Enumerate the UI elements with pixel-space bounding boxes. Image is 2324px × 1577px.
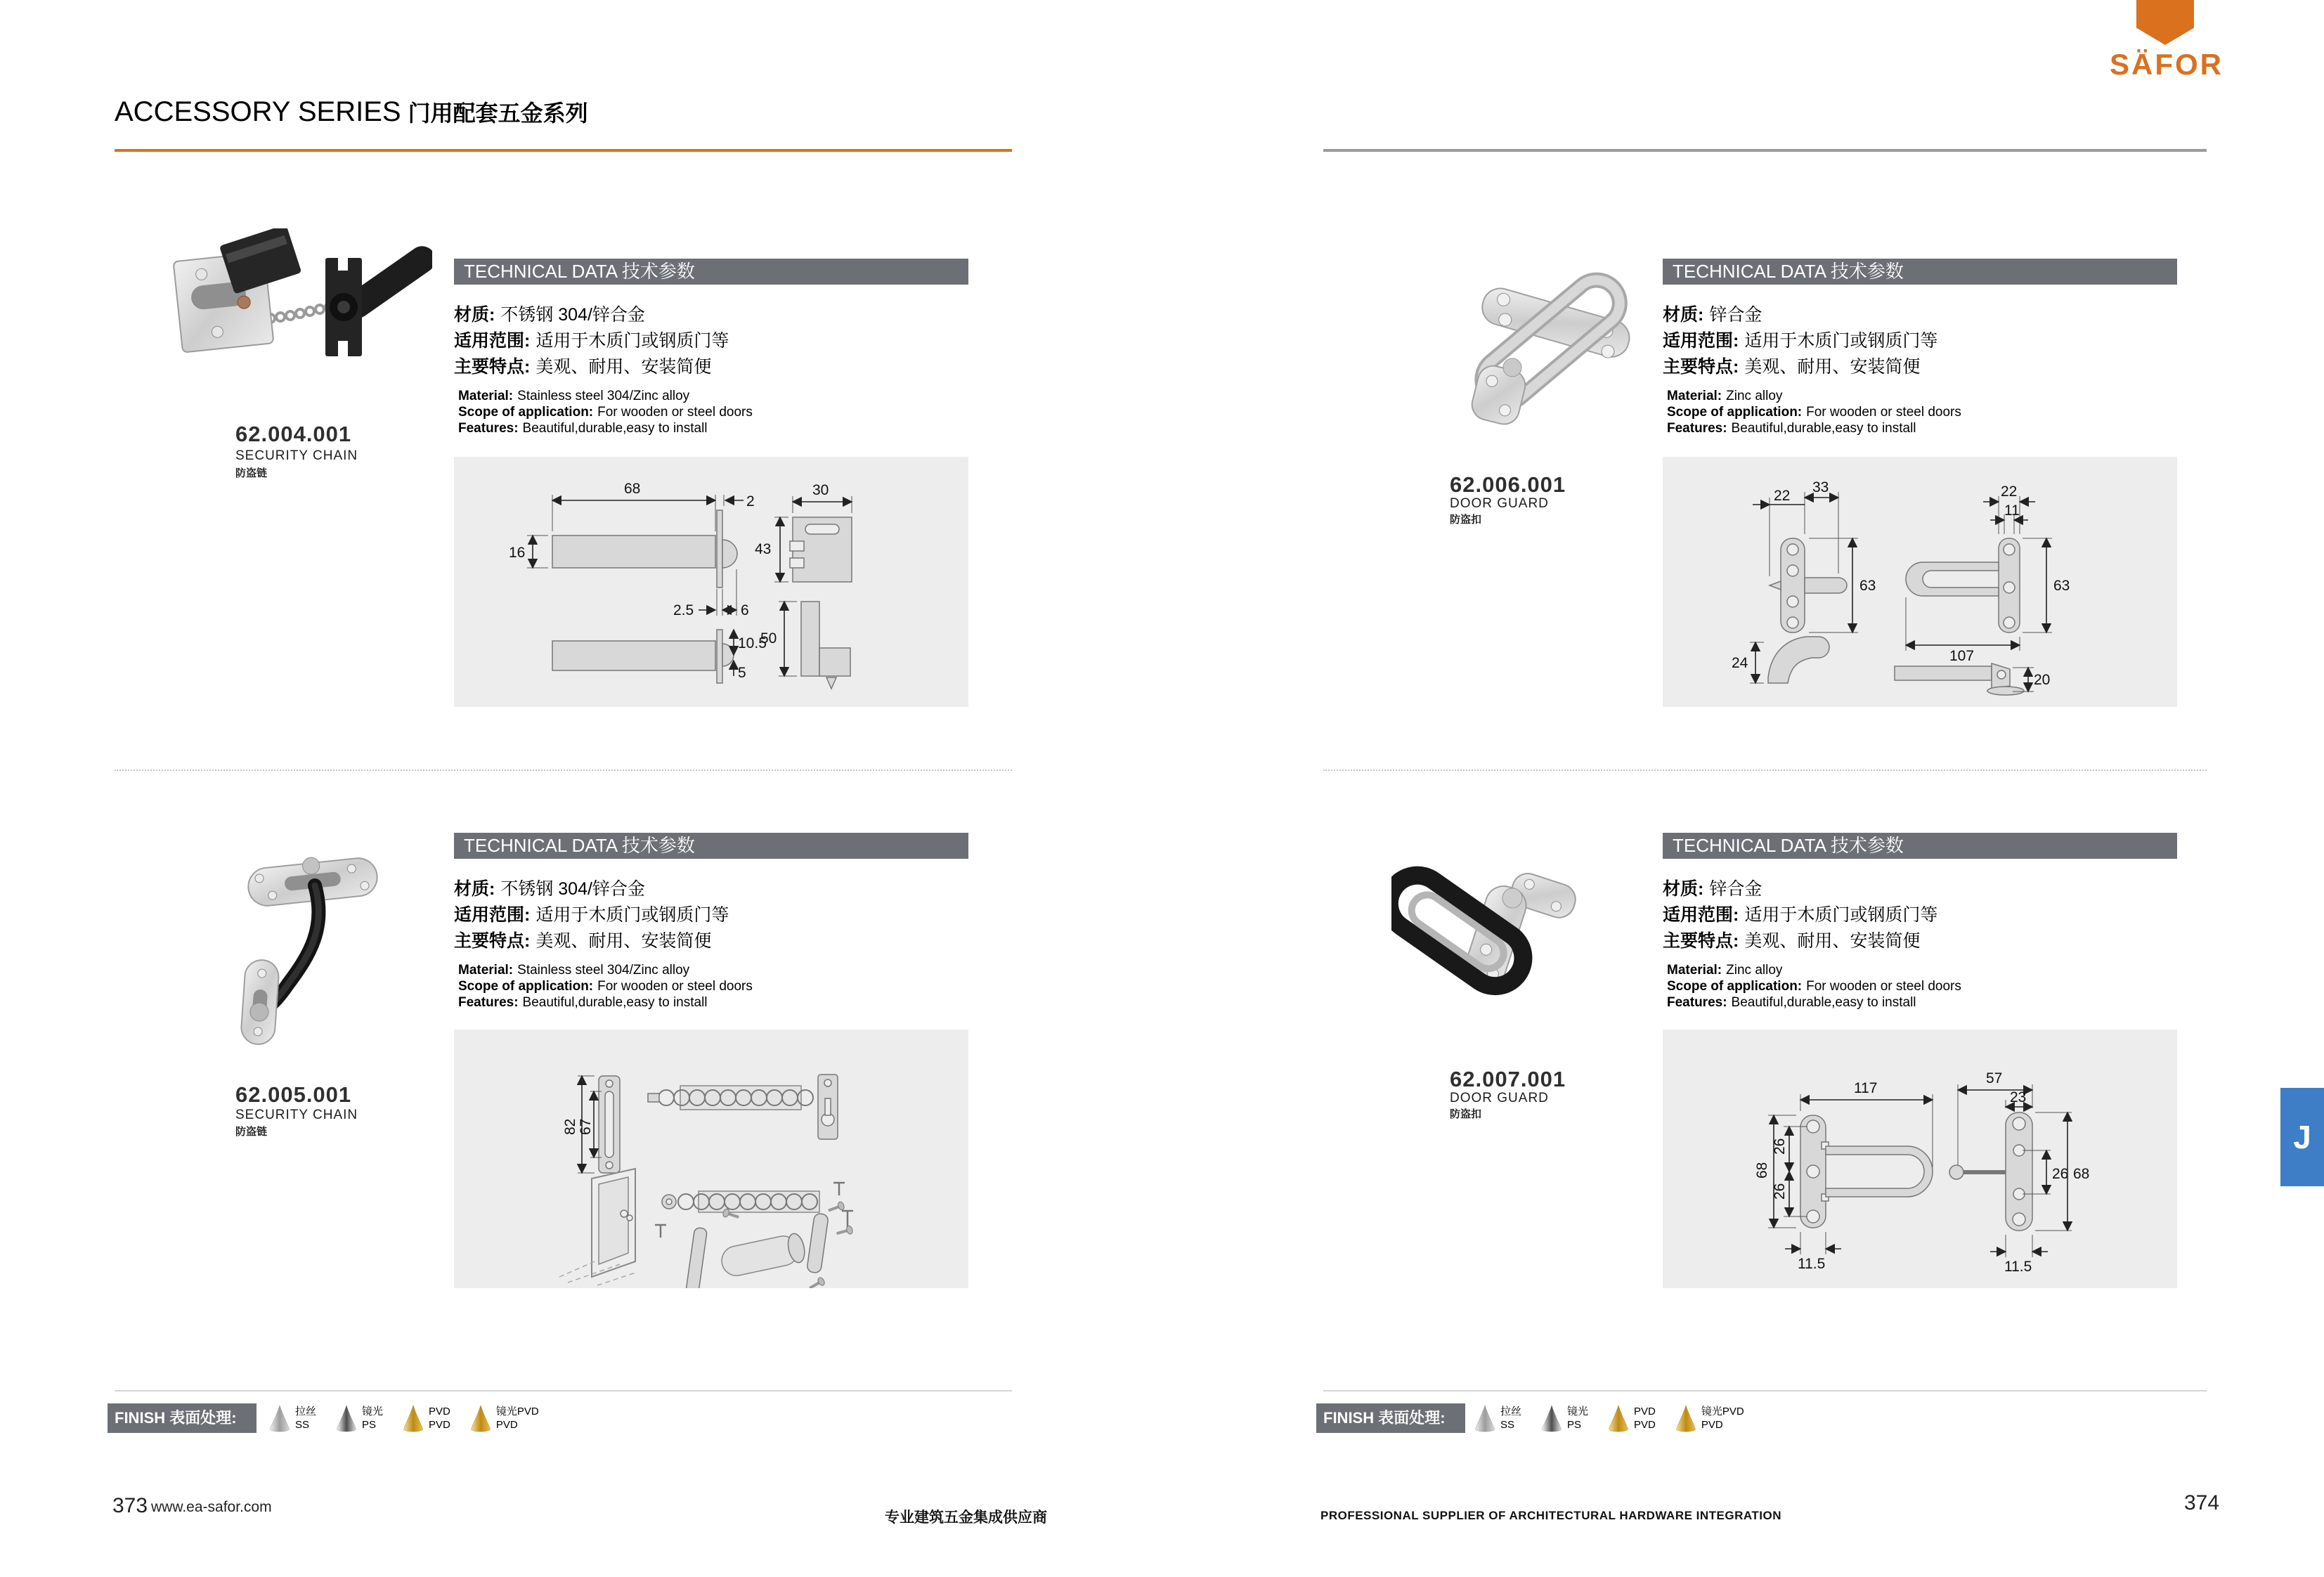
specs-zh [454,302,974,380]
specs-en [458,388,978,436]
spec-line: 材质: 不锈钢 304/锌合金 [454,305,645,325]
spec-line: 材质: 锌合金 [1663,305,1763,325]
section-index-tab: J [2280,1088,2324,1186]
finish-option: PVD PVD [403,1402,450,1434]
svg-text:6: 6 [741,602,749,618]
page-title [115,96,588,128]
finish-cone-gold-icon [1675,1402,1696,1434]
svg-text:11: 11 [2004,502,2020,519]
spec-line: Features: Beautiful,durable,easy to install [1667,995,1916,1010]
header-rule-right [1323,149,2207,152]
page-title-zh: 门用配套五金系列 [408,100,588,126]
website-url: www.ea-safor.com [151,1499,272,1515]
tech-data-header: TECHNICAL DATA 技术参数 [1663,259,2177,285]
svg-text:82: 82 [562,1118,578,1135]
section-divider [1323,770,2207,771]
brand-logo: SÄFOR [2110,48,2224,81]
spec-line: Scope of application: For wooden or steel doors [458,979,753,994]
svg-text:26: 26 [1772,1183,1788,1200]
svg-text:11.5: 11.5 [2004,1259,2032,1275]
product-name-zh: 防盗扣 [1450,1108,1482,1120]
product-code: 62.006.001 [1450,472,1566,497]
spec-line: 主要特点: 美观、耐用、安装简便 [454,931,712,951]
brand-pentagon-icon [2136,0,2194,45]
spec-line: 主要特点: 美观、耐用、安装简便 [454,357,712,377]
svg-text:107: 107 [1949,648,1975,664]
spec-line: Scope of application: For wooden or steel doors [458,405,753,420]
finish-cone-chrome-icon [336,1402,357,1434]
specs-zh [1663,302,2183,380]
technical-drawing-62-004-001 [454,457,968,707]
finish-option: PVD PVD [1608,1402,1656,1434]
finish-cone-gold-icon [1608,1402,1629,1434]
technical-drawing-62-006-001 [1663,457,2177,707]
section-divider [115,770,1012,771]
product-name-en: DOOR GUARD [1450,1091,1549,1105]
tech-data-header: TECHNICAL DATA 技术参数 [1663,833,2177,859]
svg-text:26: 26 [2052,1166,2069,1182]
spec-line: Material: Zinc alloy [1667,963,1783,978]
product-photo-security-chain-2 [218,843,408,1061]
svg-text:26: 26 [1772,1138,1788,1155]
finish-title-right: FINISH 表面处理: [1316,1403,1465,1433]
svg-text:30: 30 [812,482,829,498]
product-name-zh: 防盗链 [235,1126,268,1138]
finish-option: 镜光PVD PVD [1675,1402,1744,1434]
spec-line: 材质: 不锈钢 304/锌合金 [454,879,645,899]
svg-text:63: 63 [1859,578,1876,594]
spec-line: 适用范围: 适用于木质门或钢质门等 [454,331,729,351]
spec-line: Features: Beautiful,durable,easy to install [458,995,708,1010]
finish-option: 拉丝 SS [269,1402,316,1434]
tech-data-header: TECHNICAL DATA 技术参数 [454,259,968,285]
svg-text:68: 68 [1754,1162,1770,1179]
svg-text:20: 20 [2034,672,2051,688]
technical-drawing-62-007-001 [1663,1030,2177,1288]
product-photo-door-guard-2 [1391,836,1595,1019]
specs-zh [1663,876,2183,954]
specs-en [458,962,978,1011]
product-code: 62.005.001 [235,1082,352,1107]
finish-cone-gold-icon [470,1402,491,1434]
finish-title-left: FINISH 表面处理: [108,1403,257,1433]
svg-text:67: 67 [578,1118,594,1135]
finish-cone-gold-icon [403,1402,424,1434]
finish-option: 镜光PVD PVD [470,1402,539,1434]
tech-data-header: TECHNICAL DATA 技术参数 [454,833,968,859]
finish-option: 镜光 PS [1541,1402,1588,1434]
svg-text:57: 57 [1986,1070,2003,1086]
product-name-en: SECURITY CHAIN [235,1108,358,1122]
spec-line: 适用范围: 适用于木质门或钢质门等 [1663,905,1938,925]
specs-en [1667,962,2187,1011]
product-name-zh: 防盗链 [235,467,268,479]
spec-line: 适用范围: 适用于木质门或钢质门等 [454,905,729,925]
svg-text:10.5: 10.5 [738,635,767,651]
svg-text:117: 117 [1854,1080,1878,1096]
spec-line: Material: Zinc alloy [1667,389,1783,403]
specs-en [1667,388,2187,436]
technical-drawing-62-005-001 [454,1030,968,1288]
finish-option: 镜光 PS [336,1402,383,1434]
spec-line: Material: Stainless steel 304/Zinc alloy [458,963,690,978]
spec-line: 适用范围: 适用于木质门或钢质门等 [1663,331,1938,351]
svg-text:63: 63 [2053,578,2070,594]
product-photo-security-chain-1 [158,228,432,383]
svg-text:68: 68 [624,481,641,497]
svg-text:68: 68 [2073,1166,2090,1182]
product-name-en: DOOR GUARD [1450,496,1549,511]
svg-text:22: 22 [2001,484,2018,500]
finish-rule-left [115,1390,1012,1391]
svg-text:24: 24 [1732,655,1748,671]
spec-line: 主要特点: 美观、耐用、安装简便 [1663,931,1921,951]
svg-text:11.5: 11.5 [1798,1256,1826,1272]
page-title-en: ACCESSORY SERIES [115,96,401,127]
spec-line: Features: Beautiful,durable,easy to install [1667,421,1916,436]
svg-text:43: 43 [755,541,772,557]
finish-cone-silver-icon [1474,1402,1495,1434]
finish-cone-silver-icon [269,1402,290,1434]
spec-line: Scope of application: For wooden or steel doors [1667,405,1961,420]
svg-text:16: 16 [509,545,526,561]
svg-text:2.5: 2.5 [673,602,694,618]
header-rule-left [115,149,1012,152]
finish-options-left [269,1401,539,1436]
svg-text:33: 33 [1812,479,1829,495]
product-name-en: SECURITY CHAIN [235,448,358,463]
footer-slogan-en: PROFESSIONAL SUPPLIER OF ARCHITECTURAL HARDWARE INTEGRATION [1320,1509,1782,1522]
specs-zh [454,876,974,954]
spec-line: Material: Stainless steel 304/Zinc alloy [458,389,690,403]
svg-text:23: 23 [2010,1089,2027,1105]
svg-text:22: 22 [1774,488,1791,504]
product-name-zh: 防盗扣 [1450,514,1482,526]
finish-options-right [1474,1401,1744,1436]
spec-line: 主要特点: 美观、耐用、安装简便 [1663,357,1921,377]
finish-option: 拉丝 SS [1474,1402,1521,1434]
product-code: 62.007.001 [1450,1067,1566,1091]
svg-text:2: 2 [746,493,755,510]
page-number-right: 374 [2184,1491,2220,1514]
spec-line: Scope of application: For wooden or steel doors [1667,979,1961,994]
finish-cone-chrome-icon [1541,1402,1562,1434]
spec-line: Features: Beautiful,durable,easy to install [458,421,708,436]
spec-line: 材质: 锌合金 [1663,879,1763,899]
footer-slogan-zh: 专业建筑五金集成供应商 [885,1510,1047,1526]
finish-rule-right [1323,1390,2207,1391]
product-code: 62.004.001 [235,422,352,446]
page-number-left: 373 [112,1494,148,1517]
product-photo-door-guard-1 [1462,235,1666,439]
svg-text:5: 5 [738,665,746,681]
svg-text:50: 50 [760,630,777,647]
